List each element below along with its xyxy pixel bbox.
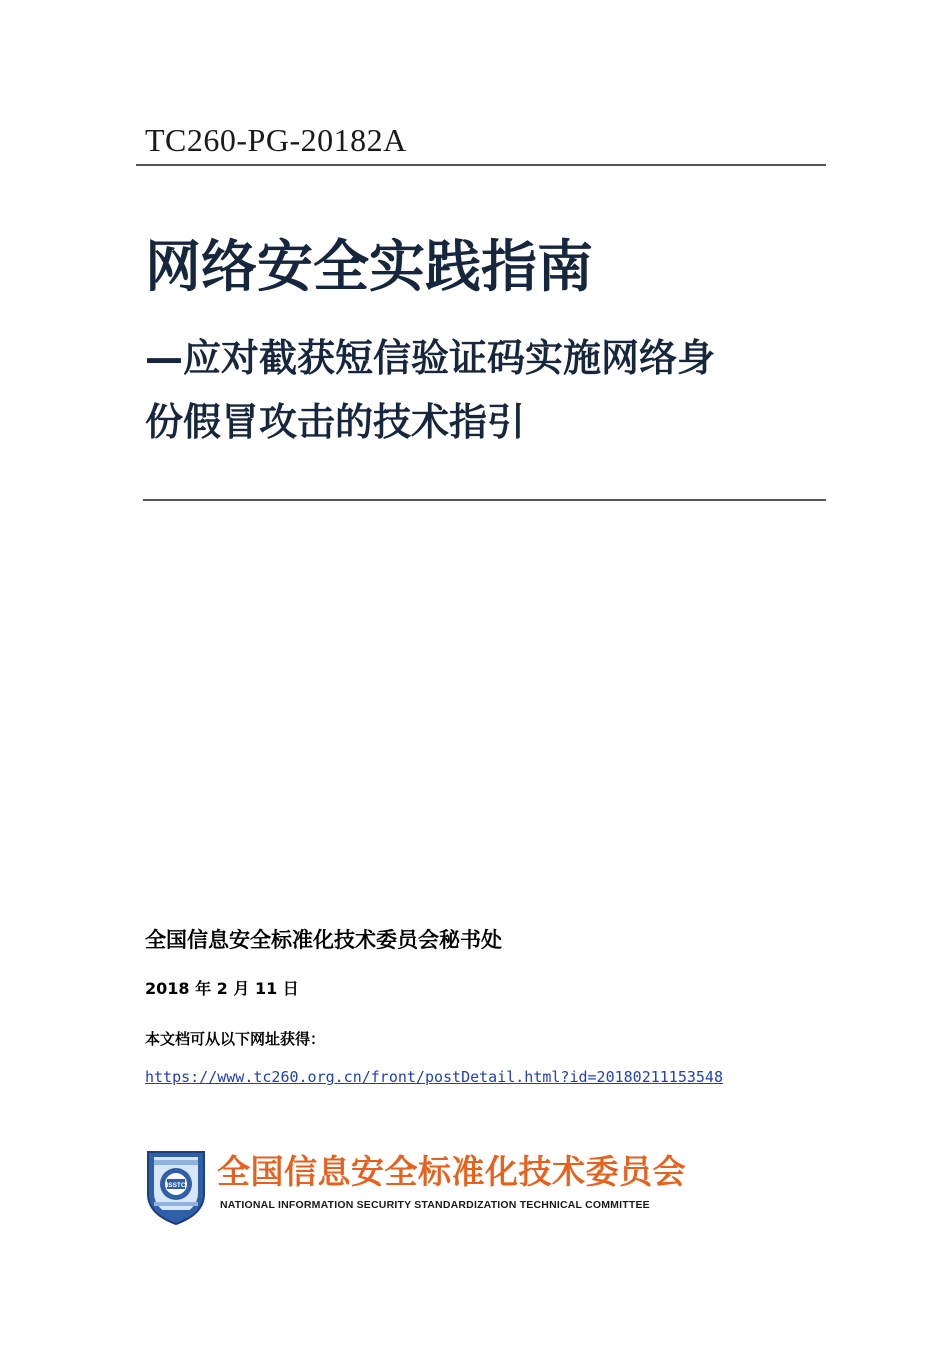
issue-date: 2018 年 2 月 11 日 [145,979,299,998]
emblem-text: ISSTC [166,1182,186,1189]
document-number: TC260-PG-20182A [145,122,407,158]
subtitle-line-2: 份假冒攻击的技术指引 [145,400,526,444]
issuer-name: 全国信息安全标准化技术委员会秘书处 [145,928,502,952]
bottom-divider [143,499,826,501]
shield-emblem-icon [145,1148,207,1226]
top-divider [136,164,826,166]
source-label: 本文档可从以下网址获得： [145,1030,326,1048]
logo-chinese-name: 全国信息安全标准化技术委员会 [217,1152,686,1191]
document-title: 网络安全实践指南 [145,235,593,300]
source-url-link[interactable]: https://www.tc260.org.cn/front/postDetail.html?id=20180211153548 [145,1068,723,1086]
committee-logo [145,1148,705,1228]
document-subtitle [145,326,835,454]
subtitle-line-1: —应对截获短信验证码实施网络身 [145,336,716,380]
logo-english-name: NATIONAL INFORMATION SECURITY STANDARDIZATION TECHNICAL COMMITTEE [220,1199,650,1211]
